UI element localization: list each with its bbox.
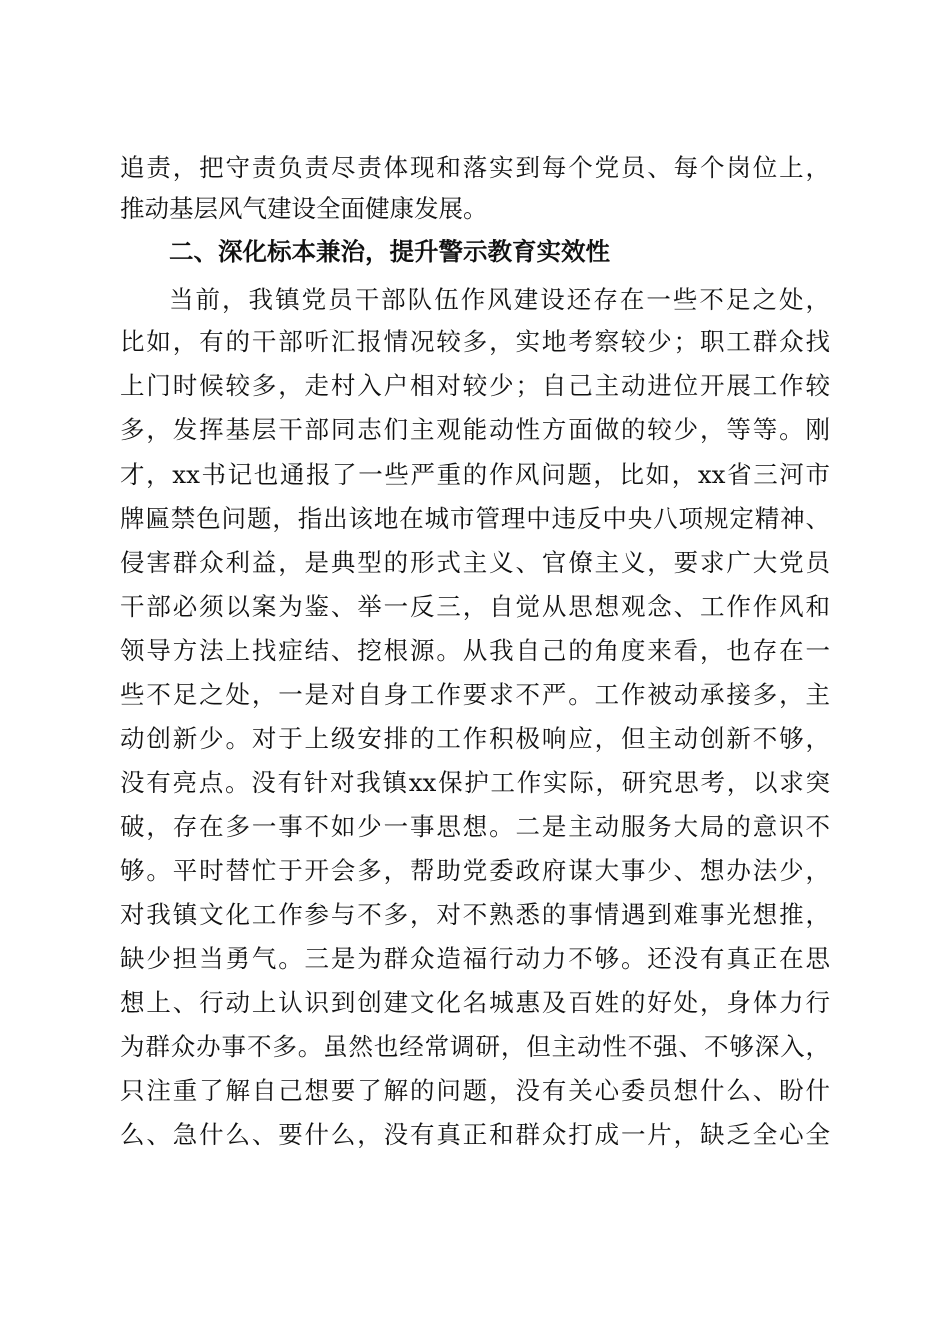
paragraph-2-line-18: 为群众办事不多。虽然也经常调研，但主动性不强、不够深入， <box>120 1032 830 1061</box>
paragraph-2-line-11: 动创新少。对于上级安排的工作积极响应，但主动创新不够， <box>120 724 830 753</box>
paragraph-2-line-9: 领导方法上找症结、挖根源。从我自己的角度来看，也存在一 <box>120 636 830 665</box>
paragraph-2-line-17: 想上、行动上认识到创建文化名城惠及百姓的好处，身体力行 <box>120 988 830 1017</box>
section-heading-2: 二、深化标本兼治，提升警示教育实效性 <box>169 237 610 266</box>
paragraph-2-line-19: 只注重了解自己想要了解的问题，没有关心委员想什么、盼什 <box>120 1076 830 1105</box>
paragraph-2-line-2: 比如，有的干部听汇报情况较多，实地考察较少；职工群众找 <box>120 327 830 356</box>
paragraph-1-line-1: 追责，把守责负责尽责体现和落实到每个党员、每个岗位上， <box>120 153 830 182</box>
paragraph-1-line-2: 推动基层风气建设全面健康发展。 <box>120 194 488 223</box>
paragraph-2-line-1: 当前，我镇党员干部队伍作风建设还存在一些不足之处， <box>169 285 830 314</box>
paragraph-2-line-13: 破，存在多一事不如少一事思想。二是主动服务大局的意识不 <box>120 812 830 841</box>
paragraph-2-line-15: 对我镇文化工作参与不多，对不熟悉的事情遇到难事光想推， <box>120 900 830 929</box>
paragraph-2-line-10: 些不足之处，一是对自身工作要求不严。工作被动承接多，主 <box>120 680 830 709</box>
paragraph-2-line-14: 够。平时替忙于开会多，帮助党委政府谋大事少、想办法少， <box>120 856 830 885</box>
paragraph-2-line-4: 多，发挥基层干部同志们主观能动性方面做的较少，等等。刚 <box>120 415 830 444</box>
paragraph-2-line-5: 才，xx书记也通报了一些严重的作风问题，比如，xx省三河市 <box>120 460 830 489</box>
paragraph-2-line-20: 么、急什么、要什么，没有真正和群众打成一片，缺乏全心全 <box>120 1120 830 1149</box>
paragraph-2-line-3: 上门时候较多，走村入户相对较少；自己主动进位开展工作较 <box>120 371 830 400</box>
paragraph-2-line-8: 干部必须以案为鉴、举一反三，自觉从思想观念、工作作风和 <box>120 592 830 621</box>
paragraph-2-line-16: 缺少担当勇气。三是为群众造福行动力不够。还没有真正在思 <box>120 944 830 973</box>
paragraph-2-line-12: 没有亮点。没有针对我镇xx保护工作实际，研究思考，以求突 <box>120 768 830 797</box>
paragraph-2-line-6: 牌匾禁色问题，指出该地在城市管理中违反中央八项规定精神、 <box>120 504 830 533</box>
paragraph-2-line-7: 侵害群众利益，是典型的形式主义、官僚主义，要求广大党员 <box>120 548 830 577</box>
